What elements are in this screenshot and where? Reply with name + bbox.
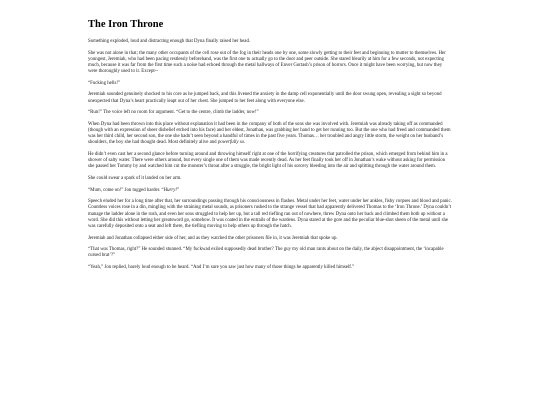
paragraph: “Yeah,” Jon replied, barely loud enough to be heard. “And I’m sure you saw just how many of those things he apparently killed himself.” bbox=[88, 264, 355, 270]
paragraph: “Run!” The voice left no room for argument. “Get to the centre, climb the ladder, now!” bbox=[88, 110, 259, 116]
paragraph: Speech eluded her for a long time after that, her surroundings passing through his consciousness in flashes. Metal under her feet, water under her ankles, fishy corpses and blood and panic. Countless voices rose in a din, mingling with the straining metal sounds, as prisoners rushed to the strange vessel that had apparently delivered Thomas to the ‘Iron Throne.’ Dyna couldn’t manage the ladder alone in the rush, and even her sons struggled to help her up, but a tall red tiefling ran out of nowhere, threw Dyna onto her back and climbed them both up without a word. She did this without letting her greatsword go, somehow. It was coated in the entrails of the wardens. Dyna stared at the gore and the peculiar blue-shot sheen of the metal until she was carefully deposited onto a seat and left there, the tiefling moving to help others up through the hatch. bbox=[88, 199, 452, 229]
emphasis-text: Hurry! bbox=[163, 187, 178, 193]
paragraph: She could swear a spark of it landed on her arm. bbox=[88, 175, 182, 181]
paragraph bbox=[88, 247, 452, 259]
paragraph-text: “That bbox=[88, 247, 100, 253]
emphasis-text: powerfully so bbox=[217, 140, 245, 146]
paragraph: Something exploded, loud and distracting enough that Dyna finally raised her head. bbox=[88, 39, 251, 44]
paragraph: Jeremiah and Jonathan collapsed either side of her, and as they watched the other prisoners file in, it was Jeremiah that spoke up. bbox=[88, 235, 338, 241]
document-page bbox=[88, 0, 452, 405]
paragraph: He didn’t even cast her a second glance before turning around and throwing himself right at one of the horrifying creatures that patrolled the prison, which emerged from behind him in a shower of salty water. There were others around, but every single one of them was made recently dead. As her feet finally took her off in Jonathan’s wake without asking for permission she passed her Tommy by and watched him cut the monster’s throat after a struggle, the bright light of his sorcery bleeding into the air and splitting through the water around them. bbox=[88, 151, 448, 170]
paragraph: She was not alone in that; the many other occupants of the cell rose out of the fog in their heads one by one, some slowly getting to their feet and beginning to mutter to themselves. Her youngest, Jeremiah, who had been pacing restlessly beforehand, was the first one to actually go to the door and peer outside. She stared blearily at him for a few seconds, not expecting much, because it was far from the first time such a noise had echoed through the metal hallways of Enver Gortash’s prison of horrors. Once it might have been worrying, but now they were thoroughly used to it. Except-- bbox=[88, 50, 446, 75]
paragraph-text: When Dyna had been thrown into this place without explanation it had been in the company of both of the sons she was involved with. Jeremiah was already taking off as commanded (though with an expression of sheer disbelief etched into his face) and her eldest, Jonathan, was grabbing her hand to get her running too. But the one who had freed and commanded them was her third child, her second son, the one she hadn’t seen beyond a handful of times in the past five years. Thomas… her troubled and angry little storm, the weight on her husband’s shoulders, the boy she had thought dead. Most definitely alive and bbox=[88, 121, 451, 146]
paragraph: “Fucking hells!” bbox=[88, 80, 121, 86]
paragraph-text: Thomas, right?” He sounded stunned. “My fuckwad exiled supposedly dead brother? The guy my old man rants about on the daily, the abject disappointment, the ‘incapable cursed brat’?” bbox=[88, 247, 444, 259]
paragraph: Jeremiah sounded genuinely shocked to his core as he jumped back, and this livened the anxiety in the damp cell exponentially until the door swung open, revealing a sight so beyond unexpected that Dyna’s heart practically leapt out of her chest. She jumped to her feet along with everyone else. bbox=[88, 92, 442, 104]
paragraph-text: “Mum, come on!” Jon tugged harder. “ bbox=[88, 187, 164, 193]
document-title: The Iron Throne bbox=[88, 19, 164, 30]
paragraph: When Dyna had been thrown into this place without explanation it had been in the company of both of the sons she was involved with. Jeremiah was already taking off as commanded (though with an expression of sheer disbelief etched into his face) and her eldest, Jonathan, was grabbing her hand to get her running too. But the one who had freed and commanded them was her third child, her second son, the one she hadn’t seen beyond a handful of times in the past five years. Thomas… her troubled and angry little storm, the weight on her husband’s shoulders, the boy she had thought dead. Most definitely alive and powerfully so. bbox=[88, 121, 451, 146]
emphasis-text: was bbox=[100, 247, 108, 253]
paragraph: “Mum, come on!” Jon tugged harder. “Hurry!” bbox=[88, 187, 180, 193]
